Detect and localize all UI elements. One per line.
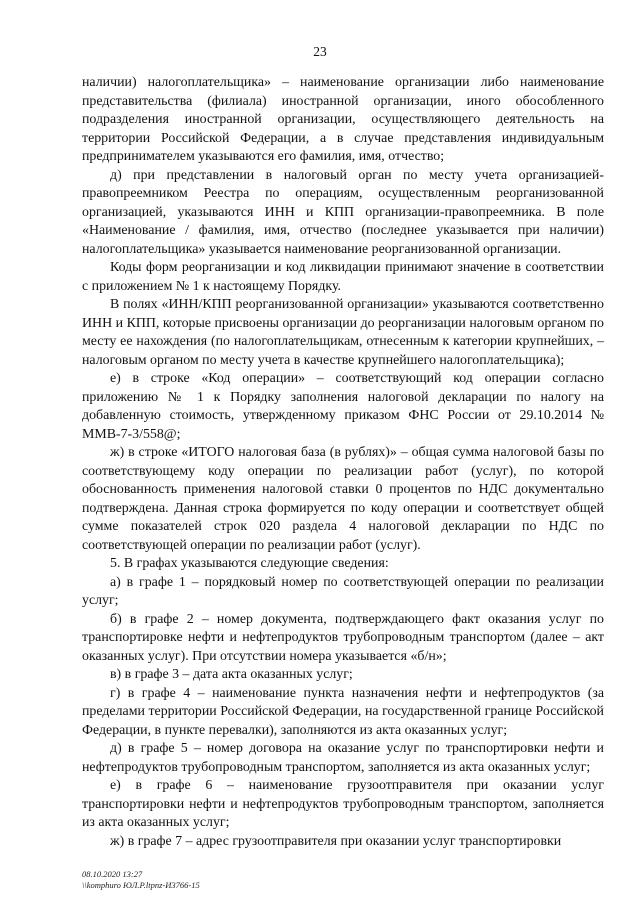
paragraph-item-d: д) при представлении в налоговый орган по месту учета организацией-правопреемником Реестра по операциям, осуществленным реорганизованной организацией, указываются ИНН и КПП организации-правопреемника. В поле «Наименование / фамилия, имя, отчество (последнее указывается при наличии) налогоплательщика» указывается наименование реорганизованной организации.	[82, 167, 604, 257]
paragraph-column-6: е) в графе 6 – наименование грузоотправителя при оказании услуг транспортировки нефти и нефтепродуктов трубопроводным транспортом, заполняется из акта оказанных услуг;	[82, 778, 604, 830]
paragraph-inn-kpp: В полях «ИНН/КПП реорганизованной организации» указываются соответственно ИНН и КПП, которые присвоены организации до реорганизации налоговым органом по месту ее нахождения (по налогоплательщикам, отнесенным к категории крупнейших, – налоговым органом по месту учета в качестве крупнейшего налогоплательщика);	[82, 297, 604, 368]
paragraph-continuation: наличии) налогоплательщика» – наименование организации либо наименование представительства (филиала) иностранной организации, иного обособленного подразделения иностранной организации, осуществляющего деятельность на территории Российской Федерации, а в случае представления индивидуальным предпринимателем указываются его фамилия, имя, отчество;	[82, 75, 604, 164]
paragraph-column-3: в) в графе 3 – дата акта оказанных услуг;	[110, 667, 353, 682]
paragraph-column-1: а) в графе 1 – порядковый номер по соответствующей операции по реализации услуг;	[82, 574, 604, 608]
paragraph-section-5: 5. В графах указываются следующие сведения:	[110, 556, 389, 571]
footer-file-path: \\komphuro ЮЛ.Р.ltpnz-И3766-15	[82, 880, 200, 890]
paragraph-item-zh: ж) в строке «ИТОГО налоговая база (в рублях)» – общая сумма налоговой базы по соответствующему коду операции по реализации работ (услуг), по которой обоснованность применения налоговой ставки 0 процентов по НДС документально подтверждена. Данная строка формируется по коду операции и соответствует общей сумме показателей строк 020 раздела 4 налоговой декларации по НДС по соответствующей операции по реализации работ (услуг).	[82, 445, 604, 553]
footer-timestamp: 08.10.2020 13:27	[82, 869, 143, 879]
paragraph-column-4: г) в графе 4 – наименование пункта назначения нефти и нефтепродуктов (за пределами территории Российской Федерации, на государственной границе Российской Федерации, в пункте перевалки), заполняются из акта оказанных услуг;	[82, 685, 604, 738]
paragraph-column-2: б) в графе 2 – номер документа, подтверждающего факт оказания услуг по транспортировке нефти и нефтепродуктов трубопроводным транспортом (далее – акт оказанных услуг). При отсутствии номера указывается «б/н»;	[82, 611, 604, 664]
paragraph-column-7: ж) в графе 7 – адрес грузоотправителя при оказании услуг транспортировки	[110, 833, 562, 849]
paragraph-reorg-codes: Коды форм реорганизации и код ликвидации принимают значение в соответствии с приложением № 1 к настоящему Порядку.	[82, 260, 604, 294]
page-number: 23	[313, 44, 327, 59]
paragraph-item-e: е) в строке «Код операции» – соответствующий код операции согласно приложению № 1 к Порядку заполнения налоговой декларации по налогу на добавленную стоимость, утвержденному приказом ФНС России от 29.10.2014 № ММВ-7-3/558@;	[82, 371, 604, 442]
paragraph-column-5: д) в графе 5 – номер договора на оказание услуг по транспортировки нефти и нефтепродуктов трубопроводным транспортом, заполняется из акта оказанных услуг;	[82, 741, 604, 775]
document-body	[82, 74, 604, 851]
document-footer	[82, 869, 200, 891]
